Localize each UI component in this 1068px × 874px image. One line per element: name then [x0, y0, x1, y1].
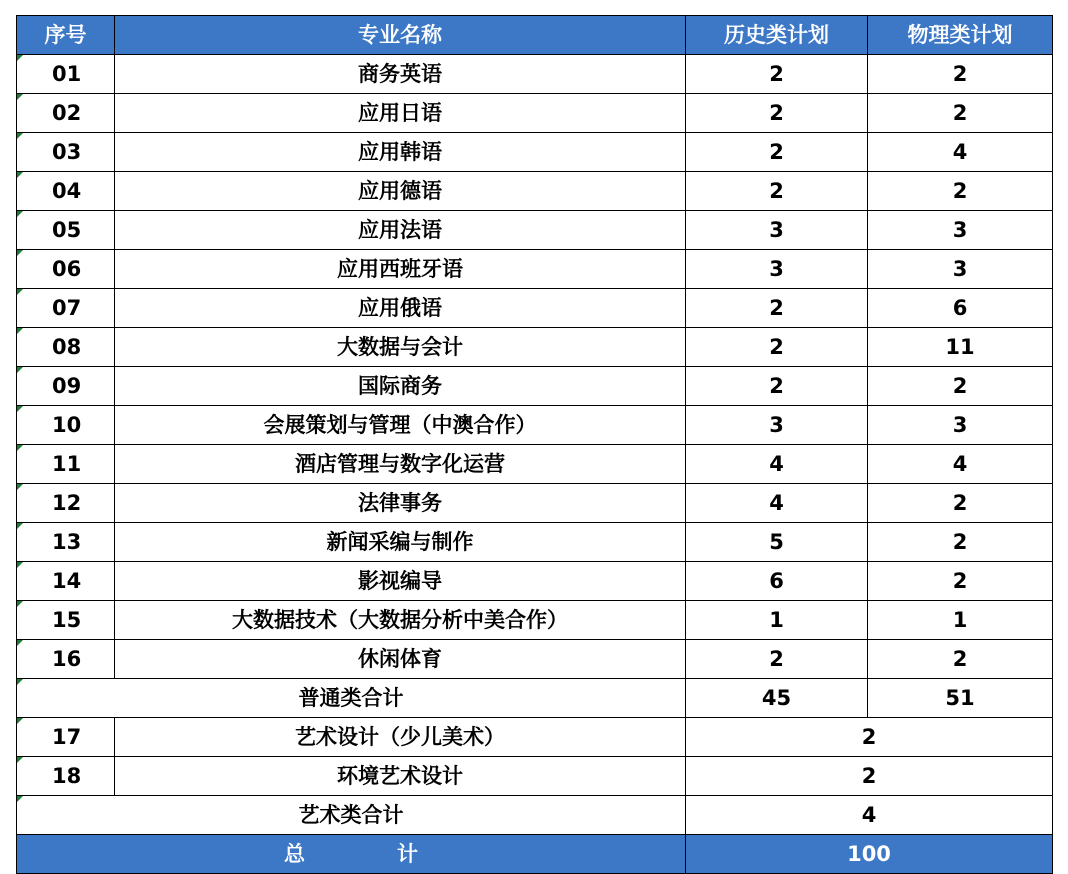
cell-serial-number: 12 [17, 484, 115, 523]
cell-major-name: 应用德语 [115, 172, 686, 211]
cell-major-name: 应用西班牙语 [115, 250, 686, 289]
cell-physics-plan: 3 [868, 211, 1053, 250]
cell-major-name: 环境艺术设计 [115, 757, 686, 796]
header-major-name: 专业名称 [115, 16, 686, 55]
cell-major-name: 新闻采编与制作 [115, 523, 686, 562]
cell-history-plan: 5 [686, 523, 868, 562]
cell-major-name: 应用俄语 [115, 289, 686, 328]
cell-major-name: 应用法语 [115, 211, 686, 250]
cell-history-plan: 4 [686, 484, 868, 523]
cell-major-name: 大数据与会计 [115, 328, 686, 367]
art-subtotal-plan: 4 [686, 796, 1053, 835]
table-row [17, 601, 1053, 640]
cell-serial-number: 05 [17, 211, 115, 250]
header-serial-number: 序号 [17, 16, 115, 55]
cell-serial-number: 18 [17, 757, 115, 796]
cell-physics-plan: 2 [868, 562, 1053, 601]
cell-major-name: 艺术设计（少儿美术） [115, 718, 686, 757]
table-row [17, 250, 1053, 289]
table-row [17, 484, 1053, 523]
grand-total-row [17, 835, 1053, 874]
table-row [17, 133, 1053, 172]
art-subtotal-row [17, 796, 1053, 835]
cell-physics-plan: 3 [868, 250, 1053, 289]
cell-history-plan: 6 [686, 562, 868, 601]
cell-physics-plan: 2 [868, 367, 1053, 406]
cell-art-plan: 2 [686, 718, 1053, 757]
general-subtotal-label: 普通类合计 [17, 679, 686, 718]
cell-art-plan: 2 [686, 757, 1053, 796]
cell-serial-number: 01 [17, 55, 115, 94]
cell-serial-number: 04 [17, 172, 115, 211]
cell-physics-plan: 3 [868, 406, 1053, 445]
cell-serial-number: 08 [17, 328, 115, 367]
header-history-plan: 历史类计划 [686, 16, 868, 55]
cell-history-plan: 2 [686, 133, 868, 172]
art-majors-body [17, 718, 1053, 796]
general-subtotal-physics: 51 [868, 679, 1053, 718]
cell-serial-number: 15 [17, 601, 115, 640]
cell-history-plan: 3 [686, 250, 868, 289]
art-subtotal-label: 艺术类合计 [17, 796, 686, 835]
enrollment-plan-table [16, 15, 1053, 874]
table-header-row [17, 16, 1053, 55]
cell-history-plan: 2 [686, 289, 868, 328]
table-row [17, 211, 1053, 250]
cell-history-plan: 2 [686, 172, 868, 211]
table-row [17, 55, 1053, 94]
cell-major-name: 大数据技术（大数据分析中美合作） [115, 601, 686, 640]
general-majors-body [17, 55, 1053, 679]
cell-major-name: 应用日语 [115, 94, 686, 133]
cell-serial-number: 13 [17, 523, 115, 562]
cell-major-name: 影视编导 [115, 562, 686, 601]
table-row [17, 289, 1053, 328]
table-row [17, 718, 1053, 757]
cell-serial-number: 06 [17, 250, 115, 289]
table-row [17, 328, 1053, 367]
general-subtotal-history: 45 [686, 679, 868, 718]
cell-physics-plan: 1 [868, 601, 1053, 640]
cell-history-plan: 2 [686, 55, 868, 94]
cell-history-plan: 3 [686, 211, 868, 250]
cell-major-name: 休闲体育 [115, 640, 686, 679]
table-row [17, 406, 1053, 445]
header-physics-plan: 物理类计划 [868, 16, 1053, 55]
cell-history-plan: 3 [686, 406, 868, 445]
cell-serial-number: 10 [17, 406, 115, 445]
grand-total-label-right: 计 [397, 842, 418, 866]
cell-major-name: 国际商务 [115, 367, 686, 406]
cell-serial-number: 16 [17, 640, 115, 679]
cell-physics-plan: 2 [868, 172, 1053, 211]
cell-physics-plan: 2 [868, 94, 1053, 133]
table-row [17, 172, 1053, 211]
table-row [17, 94, 1053, 133]
cell-physics-plan: 4 [868, 133, 1053, 172]
cell-physics-plan: 2 [868, 523, 1053, 562]
general-subtotal-row [17, 679, 1053, 718]
cell-serial-number: 02 [17, 94, 115, 133]
cell-serial-number: 07 [17, 289, 115, 328]
cell-major-name: 酒店管理与数字化运营 [115, 445, 686, 484]
cell-serial-number: 11 [17, 445, 115, 484]
table-row [17, 640, 1053, 679]
grand-total-plan: 100 [686, 835, 1053, 874]
cell-history-plan: 2 [686, 640, 868, 679]
grand-total-label-left: 总 [284, 842, 305, 866]
table-row [17, 523, 1053, 562]
cell-serial-number: 17 [17, 718, 115, 757]
cell-physics-plan: 2 [868, 484, 1053, 523]
cell-physics-plan: 2 [868, 55, 1053, 94]
cell-history-plan: 2 [686, 94, 868, 133]
cell-physics-plan: 2 [868, 640, 1053, 679]
table-row [17, 562, 1053, 601]
cell-serial-number: 14 [17, 562, 115, 601]
cell-history-plan: 4 [686, 445, 868, 484]
cell-history-plan: 1 [686, 601, 868, 640]
cell-serial-number: 09 [17, 367, 115, 406]
cell-physics-plan: 6 [868, 289, 1053, 328]
cell-major-name: 商务英语 [115, 55, 686, 94]
cell-history-plan: 2 [686, 328, 868, 367]
cell-major-name: 应用韩语 [115, 133, 686, 172]
cell-history-plan: 2 [686, 367, 868, 406]
table-row [17, 445, 1053, 484]
table-row [17, 757, 1053, 796]
cell-major-name: 会展策划与管理（中澳合作） [115, 406, 686, 445]
table-row [17, 367, 1053, 406]
cell-physics-plan: 11 [868, 328, 1053, 367]
grand-total-label [17, 835, 686, 874]
cell-serial-number: 03 [17, 133, 115, 172]
cell-physics-plan: 4 [868, 445, 1053, 484]
cell-major-name: 法律事务 [115, 484, 686, 523]
